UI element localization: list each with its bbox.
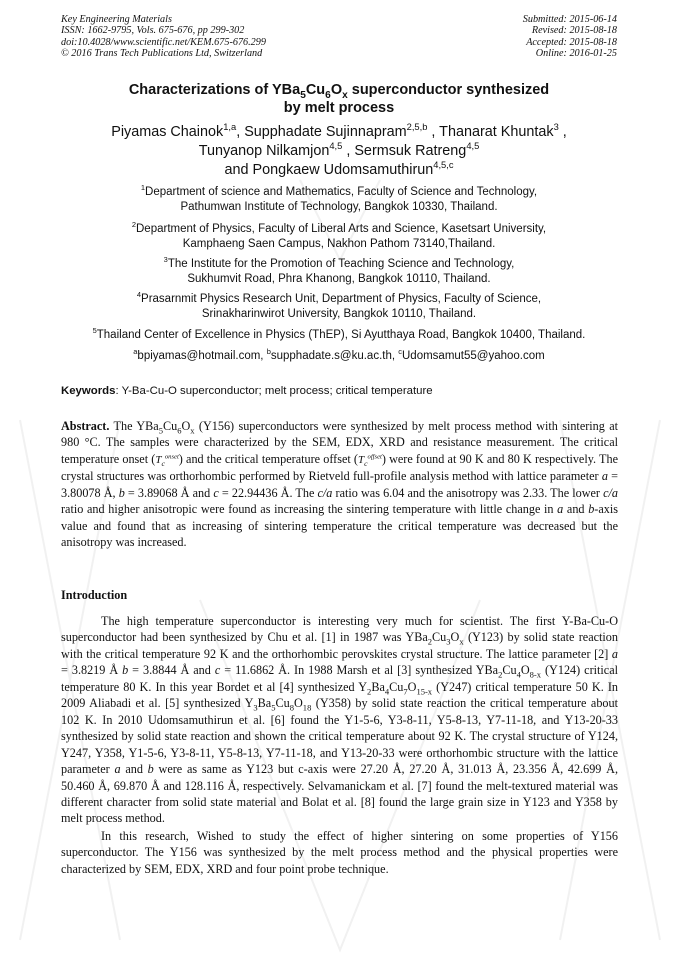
email-marker: a [133, 347, 138, 357]
title-text: Cu [305, 82, 326, 98]
var-a: a [114, 762, 121, 777]
submitted-date: Submitted: 2015-06-14 [522, 14, 617, 25]
intro-text: were as same as Y123 but c-axis were 27.20 Å, 27.20 Å, 31.013 Å, 23.356 Å, 42.699 Å, 50.460 Å, 69.870 Å and 128.116 Å, respectively. Selvamanickam et al. [7] found the melt-textured material was different character from solid state material and Bolat et al. [8] found the large grain size in Y123 and Y358 by melt process method. [61, 762, 618, 826]
introduction-paragraph-1 [61, 613, 618, 827]
var-b: b [118, 485, 125, 500]
author-emails [0, 349, 678, 364]
intro-text: = 3.8219 Å [61, 663, 123, 678]
author-affil: 4,5 [466, 141, 480, 152]
accepted-date: Accepted: 2015-08-18 [526, 36, 617, 48]
abstract-sub: 5 [158, 425, 163, 436]
intro-text: = 11.6862 Å. In 1988 Marsh et al [3] synthesized YBa [220, 663, 499, 678]
author: Tunyanop Nilkamjon [198, 143, 330, 159]
intro-sub: 3 [253, 702, 258, 713]
email-marker: c [398, 347, 402, 357]
title-sub: 6 [325, 89, 331, 101]
author: Piyamas Chainok [111, 124, 224, 140]
author-affil: 4,5 [329, 141, 343, 152]
author: , Supphadate Sujinnapram [236, 124, 407, 140]
affiliation-2 [0, 222, 678, 252]
email: supphadate.s@ku.ac.th, [270, 350, 399, 362]
var-b: b [588, 502, 595, 517]
intro-sub: 3 [446, 636, 451, 647]
tc-onset-symbol [155, 453, 179, 469]
intro-text: (Y123) by solid state reaction with the critical temperature 92 K and the orthorhombic perovskites crystal structure. The lattice parameter [2] [61, 630, 618, 661]
author: and Pongkaew Udomsamuthirun [224, 162, 434, 178]
intro-sub: 2 [498, 669, 503, 680]
header-right [523, 14, 617, 60]
abstract-sub: x [190, 425, 195, 436]
affiliation-number: 3 [163, 255, 168, 265]
author-affil: 1,a [223, 122, 237, 133]
title-sub: 5 [300, 89, 306, 101]
affiliation-line: Department of science and Mathematics, Faculty of Science and Technology, [145, 186, 538, 198]
author-sep: , [558, 124, 567, 140]
abstract-text: The YBa [109, 419, 159, 433]
title-sub: x [342, 89, 348, 101]
keywords [61, 385, 433, 397]
intro-text: = 3.8844 Å and [128, 663, 215, 678]
var-b: b [122, 663, 129, 678]
abstract-sub: 6 [177, 425, 182, 436]
var-c: c [214, 663, 221, 678]
var-ca: c/a [603, 485, 619, 500]
email: bpiyamas@hotmail.com, [137, 350, 267, 362]
abstract-text: Cu [162, 419, 178, 433]
var-a: a [611, 646, 618, 661]
affiliation-line: Sukhumvit Road, Phra Khanong, Bangkok 10110, Thailand. [187, 273, 491, 285]
abstract-text: -axis value and found that as increasing of sintering temperature the critical temperature was decreased but the anisotropy was increased. [61, 502, 618, 550]
var-a: a [557, 502, 564, 517]
affiliation-5 [0, 328, 678, 343]
affiliation-line: Department of Physics, Faculty of Liberal Arts and Science, Kasetsart University, [136, 223, 547, 235]
intro-sub: x [459, 636, 464, 647]
author: , Thanarat Khuntak [427, 124, 554, 140]
intro-text: The high temperature superconductor is interesting very much for scientist. The first Y-Ba-Cu-O superconductor had been synthesized by Chu et al. [1] in 1987 was YBa [61, 614, 618, 645]
var-ca: c/a [317, 485, 333, 500]
intro-sub: 4 [384, 686, 390, 697]
author-list [0, 123, 678, 180]
abstract-text: ratio was 6.04 and the anisotropy was 2.33. The lower [332, 485, 604, 500]
affiliation-4 [0, 292, 678, 322]
tc-sup: offset [367, 453, 382, 461]
intro-sub: 18 [302, 702, 312, 713]
revised-date: Revised: 2015-08-18 [531, 25, 617, 37]
abstract-text: ratio and higher anisotropic were found as increasing the sintering temperature with little change in [61, 502, 558, 517]
tc-sub: c [364, 459, 368, 469]
title-text: Characterizations of YBa [128, 82, 301, 98]
keywords-text: : Y-Ba-Cu-O superconductor; melt process; critical temperature [115, 385, 433, 397]
introduction-paragraph-2: In this research, Wished to study the effect of higher sintering on some properties of Y156 superconductor. The Y156 was synthesized by the melt process method and the physical properties were characterized by SEM, EDX, XRD and four point probe technique. [61, 829, 618, 876]
title-text: superconductor synthesized [347, 82, 550, 98]
affiliation-number: 5 [92, 326, 97, 336]
tc-symbol-t: T [358, 453, 365, 466]
tc-sup: onset [164, 453, 179, 461]
affiliation-1 [0, 185, 678, 215]
affiliation-line: Srinakharinwirot University, Bangkok 10110, Thailand. [201, 308, 477, 320]
abstract-label: Abstract. [61, 419, 110, 433]
affiliation-line: Kamphaeng Saen Campus, Nakhon Pathom 73140,Thailand. [182, 238, 496, 250]
intro-text: and [120, 762, 148, 777]
affiliation-line: Thailand Center of Excellence in Physics (ThEP), Si Ayutthaya Road, Bangkok 10400, Thailand. [96, 329, 586, 341]
intro-text: Cu [389, 679, 404, 694]
abstract-text: and [563, 502, 589, 517]
abstract-text: = 22.94436 Å. The [218, 485, 318, 500]
intro-sub: 5 [271, 702, 276, 713]
abstract-text: = 3.80078 Å, [61, 469, 619, 500]
intro-text: O [520, 663, 530, 678]
email-marker: b [266, 347, 271, 357]
intro-text: Cu [432, 630, 447, 645]
title-text: O [330, 82, 343, 98]
intro-sub: 2 [367, 686, 372, 697]
affiliation-number: 1 [140, 183, 146, 193]
author-affil: 2,5,b [406, 122, 428, 133]
issn: ISSN: 1662-9795, Vols. 675-676, pp 299-302 [61, 25, 245, 37]
var-b: b [147, 762, 154, 777]
introduction-heading: Introduction [61, 588, 128, 602]
journal-name: Key Engineering Materials [61, 14, 172, 25]
author-affil: 4,5,c [433, 160, 454, 171]
abstract-text: O [181, 419, 191, 433]
abstract [61, 418, 618, 551]
title-line2: by melt process [283, 100, 395, 116]
header-left [61, 14, 266, 60]
intro-sub: 7 [403, 686, 408, 697]
affiliation-3 [0, 257, 678, 287]
paper-title [0, 81, 678, 117]
affiliation-line: The Institute for the Promotion of Teaching Science and Technology, [167, 258, 515, 270]
intro-text: O [450, 630, 460, 645]
affiliation-line: Pathumwan Institute of Technology, Bangkok 10330, Thailand. [180, 201, 498, 213]
intro-text: (Y124) critical temperature 80 K. In this year Bordet et al [4] synthesized Y [61, 663, 618, 694]
intro-text: (Y358) by solid state reaction the critical temperature about 102 K. In 2010 Udomsamuthirun et al. [6] found the Y1-5-6, Y3-8-11, Y5-8-13, Y7-11-18, and Y13-20-33 synthesized by solid state reaction and shown the critical temperature about 92 K. The crystal structure of Y124, Y247, Y358, Y1-5-6, Y3-8-11, Y5-8-13, Y7-11-18, and Y13-20-33 were orthorhombic structure with the lattice parameter [61, 696, 618, 777]
intro-text: (Y247) critical temperature 50 K. In 2009 Aliabadi et al. [5] synthesized Y [61, 679, 618, 711]
affiliation-number: 2 [131, 220, 136, 230]
tc-sub: c [161, 459, 165, 469]
abstract-text: ) were found at 90 K and 80 K respectively. The crystal structures was orthorhombic performed by Rietveld full-profile analysis method with lattice parameter [61, 451, 618, 484]
tc-symbol-t: T [155, 453, 162, 466]
intro-sub: 2 [427, 636, 433, 647]
intro-text: O [293, 696, 303, 711]
intro-sub: 8-x [529, 669, 542, 680]
author: , Sermsuk Ratreng [342, 143, 467, 159]
intro-text: Cu [275, 696, 290, 711]
keywords-label: Keywords [61, 385, 116, 397]
abstract-text: (Y156) superconductors were synthesized by melt process method with sintering at 980 °C. The samples were characterized by the SEM, EDX, XRD and resistance measurement. The critical temperature onset ( [61, 419, 618, 466]
intro-text: Ba [371, 679, 385, 694]
intro-sub: 4 [516, 669, 521, 680]
doi: doi:10.4028/www.scientific.net/KEM.675-676.299 [61, 36, 266, 48]
intro-sub: 15-x [416, 686, 433, 697]
var-c: c [213, 485, 219, 500]
tc-offset-symbol [358, 453, 382, 469]
author-affil: 3 [553, 122, 559, 133]
affiliation-number: 4 [136, 290, 142, 300]
abstract-text: ) and the critical temperature offset ( [178, 451, 358, 466]
online-date: Online: 2016-01-25 [535, 48, 617, 60]
affiliation-line: Prasarnmit Physics Research Unit, Department of Physics, Faculty of Science, [141, 293, 542, 305]
intro-sub: 8 [289, 702, 294, 713]
intro-text: Cu [502, 663, 517, 678]
intro-text: Ba [257, 696, 272, 711]
var-a: a [601, 469, 608, 484]
abstract-text: = 3.89068 Å and [124, 485, 214, 500]
intro-text: O [407, 679, 417, 694]
email: Udomsamut55@yahoo.com [402, 350, 545, 362]
copyright: © 2016 Trans Tech Publications Ltd, Switzerland [61, 48, 263, 60]
